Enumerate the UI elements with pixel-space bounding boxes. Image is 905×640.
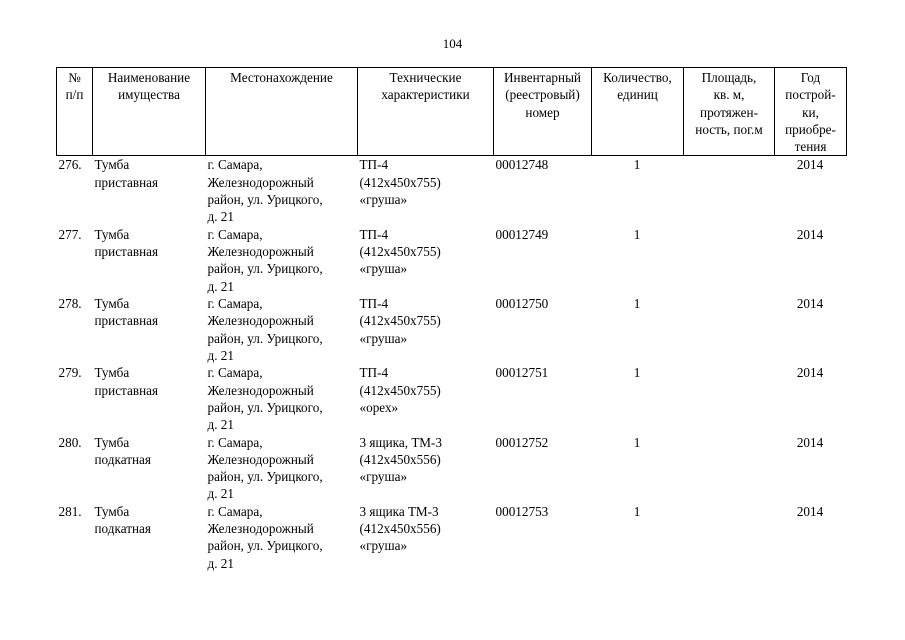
header-name <box>93 68 206 156</box>
cell-year: 2014 <box>796 157 824 173</box>
header-text: Площадь, <box>701 70 757 85</box>
cell-location <box>206 226 358 295</box>
cell-text: Тумба <box>94 365 130 381</box>
cell-area <box>684 434 775 503</box>
cell-name <box>93 434 206 503</box>
cell-text: г. Самара, <box>207 503 263 519</box>
cell-inventory: 00012750 <box>495 295 549 311</box>
cell-text: «груша» <box>359 538 408 554</box>
cell-name <box>93 226 206 295</box>
table-header <box>57 68 847 156</box>
cell-location <box>206 156 358 226</box>
cell-text: «груша» <box>359 330 408 346</box>
header-inventory <box>494 68 592 156</box>
cell-text: (412х450х755) <box>359 243 441 259</box>
cell-text: район, ул. Урицкого, <box>207 538 323 554</box>
cell-text: (412х450х755) <box>359 174 441 190</box>
cell-text: 3 ящика, ТМ-3 <box>359 434 442 450</box>
header-text: ки, <box>802 104 819 120</box>
header-text: ность, пог.м <box>695 121 763 137</box>
cell-text: район, ул. Урицкого, <box>207 330 323 346</box>
header-area <box>684 68 775 156</box>
cell-location <box>206 364 358 433</box>
cell-number: 280. <box>58 434 82 450</box>
cell-inventory: 00012752 <box>495 434 549 450</box>
cell-name <box>93 295 206 364</box>
table-row <box>57 503 847 572</box>
cell-text: г. Самара, <box>207 365 263 381</box>
cell-text: район, ул. Урицкого, <box>207 192 323 208</box>
cell-text: район, ул. Урицкого, <box>207 399 323 415</box>
cell-text: г. Самара, <box>207 295 263 311</box>
header-text: характеристики <box>381 87 470 103</box>
cell-text: (412х450х556) <box>359 521 441 537</box>
cell-inventory: 00012753 <box>495 503 549 519</box>
cell-text: «груша» <box>359 261 408 277</box>
cell-name <box>93 364 206 433</box>
header-location <box>206 68 358 156</box>
cell-location <box>206 503 358 572</box>
cell-year: 2014 <box>796 226 824 242</box>
header-row <box>57 68 847 156</box>
cell-quantity: 1 <box>633 226 641 242</box>
cell-year: 2014 <box>796 503 824 519</box>
cell-tech <box>358 364 494 433</box>
cell-text: (412х450х755) <box>359 313 441 329</box>
cell-text: Тумба <box>94 503 130 519</box>
header-text: Местонахождение <box>230 70 333 85</box>
table-row <box>57 156 847 226</box>
cell-text: ТП-4 <box>359 295 389 311</box>
cell-text: (412х450х755) <box>359 382 441 398</box>
header-text: № <box>68 70 81 85</box>
cell-number: 278. <box>58 295 82 311</box>
header-text: п/п <box>65 87 84 103</box>
cell-tech <box>358 156 494 226</box>
header-text: приобре- <box>785 121 836 137</box>
cell-quantity: 1 <box>633 503 641 519</box>
header-text: Технические <box>389 70 462 85</box>
cell-text: Железнодорожный <box>207 313 314 329</box>
table-row <box>57 364 847 433</box>
header-text: протяжен- <box>700 104 758 120</box>
cell-name <box>93 503 206 572</box>
header-text: построй- <box>785 87 836 103</box>
table-row <box>57 226 847 295</box>
cell-text: Железнодорожный <box>207 174 314 190</box>
cell-text: Железнодорожный <box>207 243 314 259</box>
cell-text: ТП-4 <box>359 157 389 173</box>
cell-text: Тумба <box>94 434 130 450</box>
cell-text: район, ул. Урицкого, <box>207 469 323 485</box>
cell-text: приставная <box>94 313 159 329</box>
cell-area <box>684 156 775 226</box>
table-body <box>57 156 847 572</box>
page-number: 104 <box>442 36 463 51</box>
cell-name <box>93 156 206 226</box>
cell-text: «орех» <box>359 399 399 415</box>
cell-year: 2014 <box>796 295 824 311</box>
header-text: Количество, <box>603 70 672 85</box>
header-text: номер <box>525 104 560 120</box>
cell-year: 2014 <box>796 365 824 381</box>
header-text: имущества <box>118 87 180 103</box>
header-quantity <box>592 68 684 156</box>
cell-text: д. 21 <box>207 347 234 363</box>
cell-text: д. 21 <box>207 486 234 502</box>
cell-text: Железнодорожный <box>207 451 314 467</box>
cell-text: д. 21 <box>207 417 234 433</box>
cell-area <box>684 295 775 364</box>
cell-tech <box>358 226 494 295</box>
cell-area <box>684 364 775 433</box>
cell-number: 276. <box>58 157 82 173</box>
header-text: единиц <box>617 87 658 103</box>
header-text: тения <box>794 139 827 155</box>
cell-text: ТП-4 <box>359 226 389 242</box>
property-table <box>56 67 847 572</box>
cell-location <box>206 295 358 364</box>
cell-quantity: 1 <box>633 365 641 381</box>
cell-quantity: 1 <box>633 295 641 311</box>
cell-number: 281. <box>58 503 82 519</box>
table-row <box>57 295 847 364</box>
cell-text: 3 ящика ТМ-3 <box>359 503 439 519</box>
cell-text: г. Самара, <box>207 226 263 242</box>
header-tech <box>358 68 494 156</box>
cell-inventory: 00012749 <box>495 226 549 242</box>
cell-number: 277. <box>58 226 82 242</box>
cell-number: 279. <box>58 365 82 381</box>
cell-text: Железнодорожный <box>207 382 314 398</box>
cell-text: приставная <box>94 243 159 259</box>
cell-tech <box>358 434 494 503</box>
header-text: кв. м, <box>713 87 745 103</box>
cell-text: д. 21 <box>207 209 234 225</box>
cell-text: (412х450х556) <box>359 451 441 467</box>
header-year <box>775 68 847 156</box>
cell-tech <box>358 503 494 572</box>
header-text: Наименование <box>107 70 191 85</box>
header-text: Инвентарный <box>504 70 581 85</box>
cell-text: Железнодорожный <box>207 521 314 537</box>
cell-text: «груша» <box>359 469 408 485</box>
cell-year: 2014 <box>796 434 824 450</box>
cell-text: г. Самара, <box>207 434 263 450</box>
cell-inventory: 00012751 <box>495 365 549 381</box>
cell-tech <box>358 295 494 364</box>
cell-text: д. 21 <box>207 555 234 571</box>
cell-text: приставная <box>94 174 159 190</box>
cell-quantity: 1 <box>633 157 641 173</box>
cell-text: приставная <box>94 382 159 398</box>
cell-text: Тумба <box>94 226 130 242</box>
cell-area <box>684 226 775 295</box>
cell-text: Тумба <box>94 157 130 173</box>
cell-text: подкатная <box>94 521 151 537</box>
cell-text: подкатная <box>94 451 151 467</box>
cell-text: д. 21 <box>207 278 234 294</box>
header-number <box>57 68 93 156</box>
cell-text: Тумба <box>94 295 130 311</box>
table-row <box>57 434 847 503</box>
cell-text: район, ул. Урицкого, <box>207 261 323 277</box>
cell-inventory: 00012748 <box>495 157 549 173</box>
cell-quantity: 1 <box>633 434 641 450</box>
cell-area <box>684 503 775 572</box>
cell-text: г. Самара, <box>207 157 263 173</box>
cell-text: ТП-4 <box>359 365 389 381</box>
header-text: (реестровый) <box>505 87 580 103</box>
cell-location <box>206 434 358 503</box>
header-text: Год <box>800 70 821 85</box>
cell-text: «груша» <box>359 192 408 208</box>
